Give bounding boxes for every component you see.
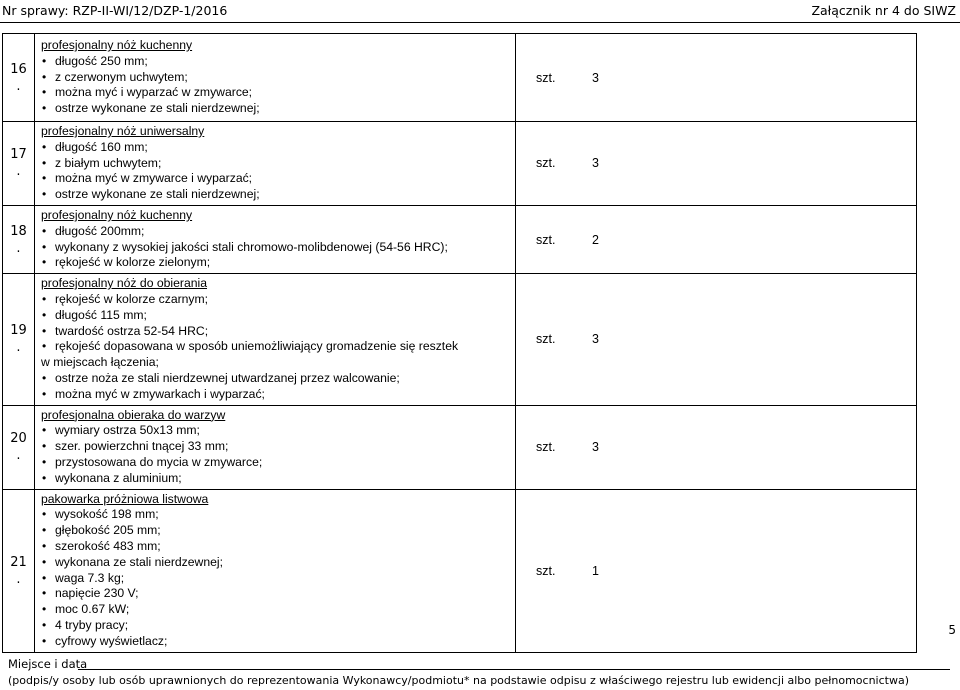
list-item: • ostrze noża ze stali nierdzewnej utwardzanej przez walcowanie;	[41, 371, 515, 387]
place-date-label: Miejsce i data	[8, 657, 88, 671]
list-item: • można myć i wyparzać w zmywarce;	[41, 85, 515, 101]
list-item: • rękojeść w kolorze czarnym;	[41, 292, 515, 308]
list-item: • długość 250 mm;	[41, 54, 515, 70]
item-title: pakowarka próżniowa listwowa	[41, 491, 209, 506]
list-item: • wymiary ostrza 50x13 mm;	[41, 423, 515, 439]
page-header	[0, 0, 960, 22]
case-number: Nr sprawy: RZP-II-WI/12/DZP-1/2016	[2, 3, 228, 18]
list-item: • rękojeść w kolorze zielonym;	[41, 255, 515, 271]
quantity-value: 3	[592, 440, 599, 455]
item-title: profesjonalny nóż kuchenny	[41, 38, 193, 52]
quantity-cell	[516, 405, 917, 489]
list-item: • wykonana ze stali nierdzewnej;	[41, 555, 515, 571]
quantity-value: 3	[592, 156, 599, 171]
list-item: • wysokość 198 mm;	[41, 507, 515, 523]
list-item: • przystosowana do mycia w zmywarce;	[41, 455, 515, 471]
item-description	[35, 34, 516, 122]
list-item-continuation: w miejscach łączenia;	[41, 355, 159, 370]
specification-table	[2, 33, 917, 653]
list-item: • moc 0.67 kW;	[41, 602, 515, 618]
header-divider	[0, 22, 960, 23]
list-item: • długość 115 mm;	[41, 308, 515, 324]
item-description	[35, 205, 516, 273]
item-description	[35, 274, 516, 405]
list-item: • można myć w zmywarkach i wyparzać;	[41, 387, 515, 403]
row-number: 21 .	[3, 489, 35, 652]
list-item: • wykonany z wysokiej jakości stali chromowo-molibdenowej (54-56 HRC);	[41, 240, 515, 256]
list-item: • rękojeść dopasowana w sposób uniemożliwiający gromadzenie się resztek	[41, 339, 515, 355]
table-row	[3, 122, 917, 206]
list-item: • waga 7.3 kg;	[41, 571, 515, 587]
item-description	[35, 489, 516, 652]
list-item: • ostrze wykonane ze stali nierdzewnej;	[41, 101, 515, 117]
quantity-value: 1	[592, 563, 599, 578]
item-description	[35, 122, 516, 206]
row-number: 20 .	[3, 405, 35, 489]
list-item: • 4 tryby pracy;	[41, 618, 515, 634]
list-item: • długość 160 mm;	[41, 140, 515, 156]
row-number: 19 .	[3, 274, 35, 405]
item-description	[35, 405, 516, 489]
unit-label: szt.	[536, 563, 556, 578]
table-row	[3, 34, 917, 122]
quantity-cell	[516, 122, 917, 206]
item-title: profesjonalna obieraka do warzyw	[41, 407, 226, 422]
table-row	[3, 489, 917, 652]
item-title: profesjonalny nóż uniwersalny	[41, 124, 205, 138]
item-title: profesjonalny nóż do obierania	[41, 276, 208, 291]
unit-label: szt.	[536, 232, 556, 247]
quantity-value: 3	[592, 332, 599, 347]
list-item: • szerokość 483 mm;	[41, 539, 515, 555]
row-number: 17 .	[3, 122, 35, 206]
signature-line	[78, 669, 950, 670]
list-item: • twardość ostrza 52-54 HRC;	[41, 324, 515, 340]
signature-footnote: (podpis/y osoby lub osób uprawnionych do reprezentowania Wykonawcy/podmiotu* na podstawie odpisu z właściwego rejestru lub ewidencji albo pełnomocnictwa)	[8, 674, 909, 687]
quantity-value: 3	[592, 70, 599, 85]
quantity-cell	[516, 34, 917, 122]
unit-label: szt.	[536, 440, 556, 455]
table-row	[3, 274, 917, 405]
list-item: • z białym uchwytem;	[41, 156, 515, 172]
attachment-label: Załącznik nr 4 do SIWZ	[811, 3, 956, 18]
row-number: 16 .	[3, 34, 35, 122]
quantity-cell	[516, 274, 917, 405]
page-number: 5	[948, 623, 956, 637]
unit-label: szt.	[536, 156, 556, 171]
unit-label: szt.	[536, 332, 556, 347]
list-item: • można myć w zmywarce i wyparzać;	[41, 171, 515, 187]
list-item: • długość 200mm;	[41, 224, 515, 240]
quantity-cell	[516, 489, 917, 652]
row-number: 18 .	[3, 205, 35, 273]
list-item: • ostrze wykonane ze stali nierdzewnej;	[41, 187, 515, 203]
list-item: • wykonana z aluminium;	[41, 471, 515, 487]
table-row	[3, 405, 917, 489]
list-item: • napięcie 230 V;	[41, 586, 515, 602]
list-item: • cyfrowy wyświetlacz;	[41, 634, 515, 650]
quantity-cell	[516, 205, 917, 273]
list-item: • z czerwonym uchwytem;	[41, 70, 515, 86]
item-title: profesjonalny nóż kuchenny	[41, 207, 193, 222]
list-item: • szer. powierzchni tnącej 33 mm;	[41, 439, 515, 455]
table-row	[3, 205, 917, 273]
quantity-value: 2	[592, 232, 599, 247]
list-item: • głębokość 205 mm;	[41, 523, 515, 539]
unit-label: szt.	[536, 70, 556, 85]
